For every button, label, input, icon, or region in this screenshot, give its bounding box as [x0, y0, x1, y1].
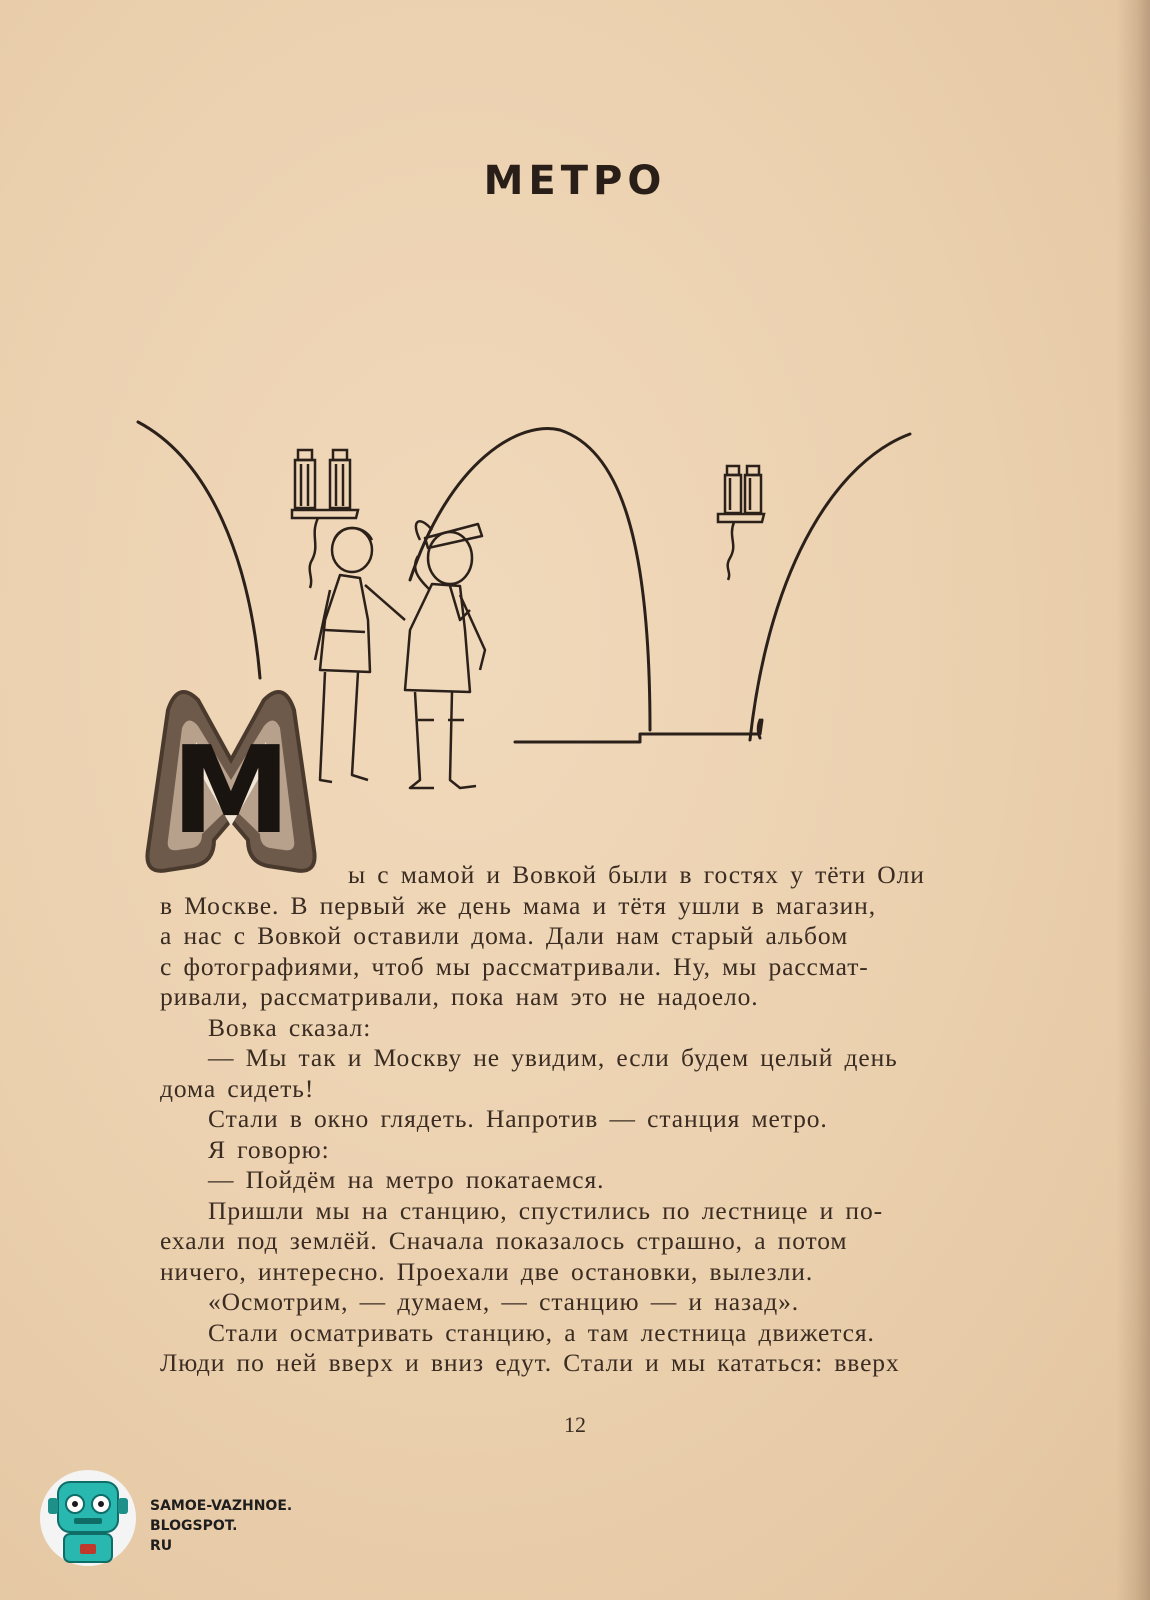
page-title: МЕТРО — [483, 158, 667, 204]
text-line: Люди по ней вверх и вниз едут. Стали и мы кататься: вверх — [160, 1348, 900, 1377]
watermark-line: SAMOE-VAZHNOE. — [150, 1498, 293, 1514]
text-line: ехали под землёй. Сначала показалось страшно, а потом — [160, 1226, 848, 1255]
left-wall-lamp — [292, 450, 358, 588]
text-line: ривали, рассматривали, пока нам это не надоело. — [160, 982, 759, 1011]
watermark-line: BLOGSPOT. — [150, 1518, 238, 1534]
text-line: дома сидеть! — [160, 1073, 315, 1103]
dropcap-m-logo — [118, 680, 344, 880]
central-arch — [410, 429, 650, 730]
watermark-line: RU — [150, 1538, 173, 1554]
text-line: Стали осматривать станцию, а там лестница движется. — [208, 1317, 875, 1347]
text-line: — Мы так и Москву не увидим, если будем целый день — [208, 1043, 898, 1072]
text-line: ничего, интересно. Проехали две остановки, вылезли. — [160, 1256, 814, 1286]
text-line: Пришли мы на станцию, спустились по лестнице и по- — [208, 1195, 883, 1225]
text-line: «Осмотрим, — думаем, — станцию — и назад». — [208, 1287, 800, 1316]
boy-right-figure — [405, 521, 485, 788]
right-wall-lamp — [718, 466, 764, 580]
text-line: в Москве. В первый же день мама и тётя ушли в магазин, — [160, 890, 876, 920]
story-text — [160, 860, 1020, 1379]
dropcap-letter: M — [171, 722, 291, 861]
page-spine-shadow — [1116, 0, 1150, 1600]
text-line: Стали в окно глядеть. Напротив — станция метро. — [208, 1104, 828, 1133]
text-line: а нас с Вовкой оставили дома. Дали нам старый альбом — [160, 921, 849, 950]
left-arch — [138, 422, 260, 678]
robot-logo-icon — [38, 1468, 138, 1568]
platform-base — [515, 720, 762, 742]
watermark-text — [150, 1496, 292, 1556]
right-arch — [750, 434, 910, 740]
text-line: — Пойдём на метро покатаемся. — [208, 1165, 605, 1194]
text-line: с фотографиями, чтоб мы рассматривали. Ну, мы рассмат- — [160, 951, 869, 981]
text-line: Я говорю: — [208, 1134, 330, 1164]
page-number: 12 — [564, 1412, 586, 1437]
text-line: ы с мамой и Вовкой были в гостях у тёти Оли — [348, 860, 925, 889]
text-line: Вовка сказал: — [208, 1012, 372, 1042]
